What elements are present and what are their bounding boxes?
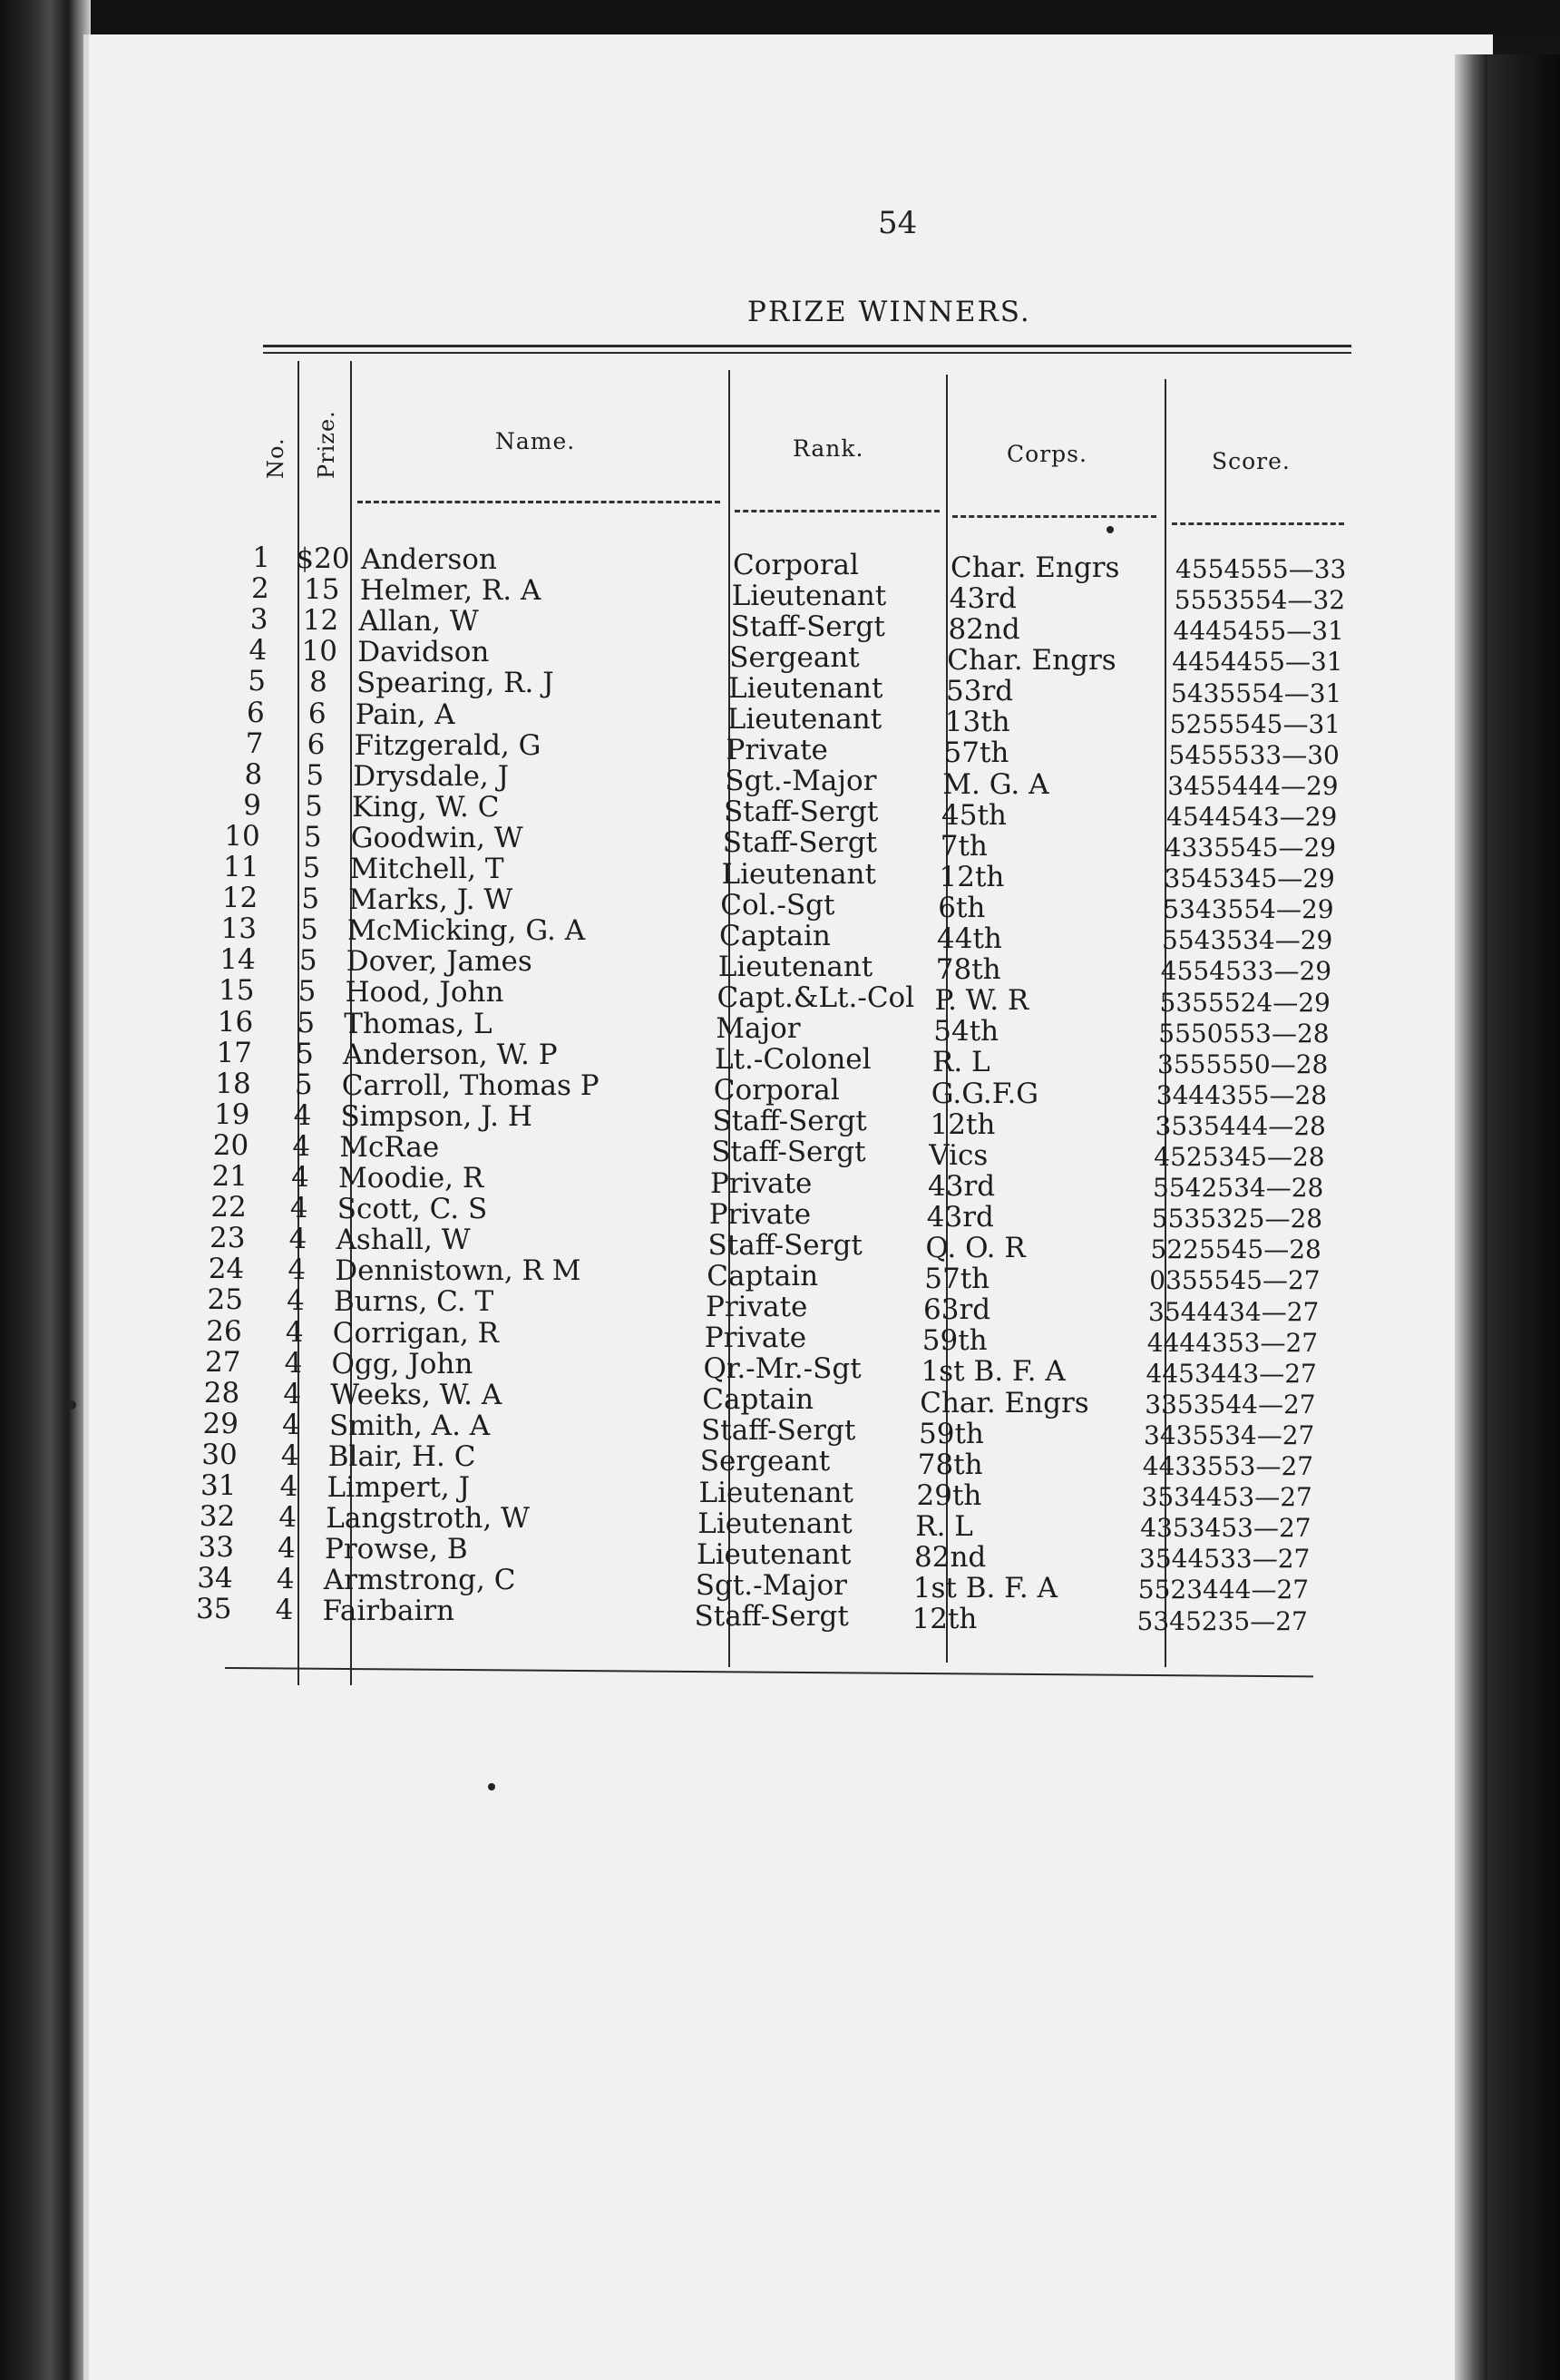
book-right-edge [1487,54,1560,2380]
row-rank: Lieutenant [698,1476,853,1509]
row-corps: P. W. R [934,984,1029,1018]
row-score: 4544543—29 [1166,801,1338,832]
row-name: Spearing, R. J [356,667,554,700]
row-rank: Lieutenant [731,579,887,612]
row-corps: 57th [943,736,1009,770]
row-number: 30 [201,1438,238,1471]
header-rank: Rank. [793,435,864,462]
row-prize: 15 [304,573,340,607]
row-prize: 4 [284,1346,303,1380]
row-name: Moodie, R [338,1162,484,1195]
header-score: Score. [1212,448,1291,474]
row-prize: 5 [298,944,317,978]
row-corps: 53rd [946,675,1014,708]
header-underline [1172,522,1344,525]
row-number: 26 [206,1314,242,1348]
row-prize: 4 [288,1223,307,1256]
row-name: Ashall, W [336,1224,471,1257]
row-number: 33 [198,1531,234,1565]
row-rank: Private [706,1290,808,1323]
row-name: Fairbairn [322,1595,455,1628]
row-prize: 4 [275,1594,294,1627]
row-rank: Sgt.-Major [725,765,877,798]
row-score: 4525345—28 [1154,1142,1325,1173]
row-number: 19 [214,1097,250,1131]
row-rank: Staff-Sergt [724,795,879,829]
row-prize: 4 [278,1501,297,1535]
row-prize: 5 [300,913,318,947]
row-number: 10 [224,819,260,853]
page-right-shadow [1455,54,1487,2380]
row-name: Simpson, J. H [340,1099,532,1133]
row-corps: 59th [921,1324,988,1358]
row-rank: Sergeant [729,640,860,674]
row-prize: 4 [278,1532,296,1566]
row-prize: 4 [285,1315,304,1349]
row-score: 5225545—28 [1150,1234,1321,1265]
row-rank: Corporal [733,548,859,581]
page-number: 54 [878,205,918,241]
row-corps: 29th [916,1478,982,1512]
row-number: 31 [200,1469,237,1503]
row-rank: Staff-Sergt [712,1105,867,1138]
ink-speck [67,1400,76,1409]
row-corps: 7th [940,829,988,863]
row-rank: Captain [719,919,831,952]
row-corps: 12th [939,860,1005,893]
table-top-rule-2 [263,352,1351,354]
row-name: Ogg, John [331,1347,473,1380]
row-score: 3444355—28 [1155,1079,1328,1110]
row-corps: 6th [938,891,986,924]
row-score: 5535325—28 [1151,1204,1323,1234]
row-rank: Sgt.-Major [695,1568,847,1602]
row-rank: Staff-Sergt [722,826,878,860]
row-corps: 12th [930,1107,996,1141]
row-corps: 13th [944,706,1010,739]
row-name: King, W. C [352,790,500,824]
row-rank: Private [726,734,828,767]
row-number: 9 [243,788,261,822]
row-prize: 4 [289,1192,308,1225]
row-number: 16 [217,1005,254,1039]
row-score: 5455533—30 [1168,739,1340,770]
row-score: 4554555—33 [1175,554,1347,585]
row-score: 3555550—28 [1157,1049,1329,1079]
row-corps: 78th [917,1448,983,1481]
row-name: Corrigan, R [332,1316,500,1350]
row-prize: 4 [292,1129,311,1163]
row-rank: Capt.&Lt.-Col [717,980,915,1014]
table-bottom-rule [225,1667,1313,1677]
row-name: Langstroth, W [326,1502,530,1536]
row-rank: Staff-Sergt [701,1414,856,1448]
row-score: 4453443—27 [1146,1358,1317,1389]
row-rank: Qr.-Mr.-Sgt [703,1352,862,1386]
row-name: Prowse, B [325,1533,468,1566]
row-prize: 10 [301,635,337,668]
table-top-rule [263,345,1351,347]
row-prize: 4 [291,1161,309,1195]
row-corps: Vics [929,1138,989,1172]
book-spine-edge [0,0,91,2380]
row-name: Smith, A. A [329,1409,491,1442]
row-rank: Captain [702,1383,814,1417]
row-corps: 54th [933,1015,999,1049]
row-prize: 4 [276,1563,295,1596]
row-number: 1 [252,541,270,575]
row-corps: 44th [937,922,1002,956]
row-score: 4554533—29 [1160,956,1332,987]
row-number: 17 [216,1036,252,1069]
row-rank: Staff-Sergt [694,1599,849,1633]
row-corps: 82nd [948,613,1020,647]
row-prize: 6 [307,727,326,761]
row-corps: G.G.F.G [931,1077,1039,1110]
row-rank: Staff-Sergt [711,1136,866,1169]
row-corps: R. L [932,1046,990,1079]
row-score: 4445455—31 [1173,616,1344,647]
row-number: 29 [202,1407,239,1440]
row-number: 11 [223,851,259,884]
row-number: 35 [196,1593,232,1626]
header-name: Name. [495,428,576,454]
row-score: 5255545—31 [1169,708,1341,739]
row-corps: Char. Engrs [947,644,1116,678]
row-number: 18 [215,1067,251,1100]
row-name: Anderson, W. P [343,1038,558,1071]
row-number: 14 [219,943,256,977]
row-number: 21 [211,1160,248,1194]
row-number: 28 [203,1376,240,1409]
row-corps: R. L [915,1509,973,1543]
row-number: 7 [245,727,264,760]
row-prize: 5 [301,883,320,916]
row-corps: 1st B. F. A [912,1572,1058,1605]
row-prize: 5 [297,1006,316,1039]
row-rank: Private [710,1166,813,1200]
row-name: Blair, H. C [327,1439,476,1473]
row-name: Limpert, J [327,1471,470,1505]
row-name: Scott, C. S [336,1193,488,1226]
row-rank: Staff-Sergt [707,1228,863,1262]
row-prize: 4 [283,1377,302,1410]
ink-speck [1107,526,1114,533]
row-corps: 63rd [923,1293,991,1327]
row-corps: 78th [935,953,1001,987]
row-name: Goodwin, W [350,821,523,854]
row-score: 5345235—27 [1136,1605,1308,1636]
row-rank: Lieutenant [717,950,873,983]
page [83,34,1493,2380]
row-number: 2 [251,572,269,606]
row-corps: Char. Engrs [951,551,1120,584]
row-score: 3435534—27 [1144,1419,1315,1450]
row-score: 5553554—32 [1174,585,1346,616]
row-name: Drysdale, J [353,759,510,793]
row-rank: Lieutenant [726,703,882,736]
row-rank: Staff-Sergt [730,610,885,643]
row-name: Weeks, W. A [330,1378,502,1411]
row-name: Allan, W [358,605,479,639]
row-score: 4433553—27 [1142,1451,1314,1482]
row-number: 8 [244,757,263,791]
row-corps: 43rd [928,1169,996,1203]
row-score: 5435554—31 [1171,678,1342,708]
row-score: 5550553—28 [1158,1018,1330,1049]
row-score: 3535444—28 [1155,1110,1326,1141]
row-number: 13 [220,912,257,946]
row-number: 4 [249,634,268,668]
row-number: 15 [219,974,255,1008]
row-score: 5523444—27 [1137,1575,1310,1605]
row-number: 20 [212,1128,249,1162]
row-name: Mitchell, T [349,853,504,886]
row-score: 0355545—27 [1149,1265,1321,1296]
row-number: 25 [207,1283,243,1317]
row-prize: 4 [280,1439,299,1472]
row-corps: 82nd [914,1541,987,1575]
row-corps: Q. O. R [925,1232,1026,1265]
row-rank: Lt.-Colonel [715,1043,872,1077]
row-prize: 4 [282,1408,300,1441]
scan-top-edge [0,0,1560,38]
row-rank: Private [708,1197,812,1231]
row-corps: 43rd [926,1200,994,1234]
ink-speck [488,1783,495,1790]
row-prize: 8 [309,666,327,699]
row-prize: 4 [288,1253,307,1287]
row-number: 12 [221,882,258,915]
row-score: 5543534—29 [1162,925,1333,956]
row-rank: Lieutenant [721,857,876,891]
row-prize: 5 [294,1068,313,1101]
row-name: Thomas, L [344,1007,492,1040]
row-number: 32 [199,1500,236,1534]
row-score: 5343554—29 [1163,894,1334,925]
header-underline [952,515,1156,518]
row-score: 4444353—27 [1146,1327,1319,1358]
row-prize: 5 [302,852,321,885]
row-score: 3545345—29 [1164,863,1335,894]
row-number: 3 [249,603,268,637]
row-name: Armstrong, C [323,1564,516,1597]
row-name: Burns, C. T [334,1285,494,1319]
row-prize: $20 [296,542,350,576]
row-corps: 59th [919,1417,984,1450]
row-number: 5 [248,665,266,698]
row-prize: 4 [293,1098,312,1132]
row-score: 3353544—27 [1145,1389,1316,1419]
row-score: 3455444—29 [1167,770,1339,801]
row-name: Dover, James [346,945,532,979]
row-score: 3544434—27 [1148,1296,1320,1327]
row-rank: Corporal [713,1074,840,1107]
row-rank: Major [716,1012,801,1046]
row-prize: 5 [306,758,325,792]
row-score: 5355524—29 [1159,987,1331,1018]
header-no: No. [263,437,288,479]
row-number: 22 [210,1191,247,1224]
row-name: Hood, John [345,976,504,1010]
row-corps: 12th [912,1603,978,1636]
row-name: Helmer, R. A [359,574,541,608]
row-number: 34 [197,1562,233,1595]
header-corps: Corps. [1007,441,1087,467]
row-prize: 5 [297,975,317,1009]
row-rank: Sergeant [699,1445,831,1478]
row-prize: 4 [287,1284,305,1318]
row-number: 24 [208,1253,245,1286]
row-name: Dennistown, R M [335,1254,581,1288]
row-name: McRae [339,1130,440,1164]
row-prize: 4 [279,1470,298,1504]
row-name: Pain, A [355,697,455,731]
row-corps: M. G. A [942,767,1049,801]
row-score: 5542534—28 [1153,1173,1324,1204]
row-prize: 6 [307,697,327,730]
row-score: 4335545—29 [1165,833,1337,863]
row-corps: 1st B. F. A [921,1355,1066,1389]
row-score: 3544533—27 [1139,1544,1311,1575]
row-rank: Lieutenant [697,1507,853,1540]
row-number: 27 [205,1345,241,1379]
row-name: Carroll, Thomas P [341,1068,600,1102]
header-underline [735,510,940,512]
row-number: 6 [247,696,265,729]
row-corps: 43rd [949,581,1017,615]
row-score: 4454455—31 [1172,647,1343,678]
row-prize: 12 [302,604,339,638]
row-name: McMicking, G. A [347,914,586,948]
row-name: Fitzgerald, G [354,728,541,762]
row-prize: 5 [296,1037,314,1070]
row-rank: Captain [707,1259,819,1292]
page-title: PRIZE WINNERS. [747,296,1031,328]
header-prize: Prize. [314,410,339,479]
row-corps: Char. Engrs [920,1386,1089,1419]
row-corps: 57th [924,1263,990,1296]
row-prize: 5 [305,789,323,823]
row-name: Marks, J. W [348,883,513,917]
row-score: 4353453—27 [1140,1513,1311,1544]
header-underline [357,501,720,503]
row-prize: 5 [303,820,322,853]
row-rank: Lieutenant [728,671,883,705]
row-score: 3534453—27 [1141,1482,1312,1513]
row-corps: 45th [941,798,1007,832]
row-rank: Private [704,1322,807,1355]
row-number: 23 [210,1222,246,1255]
row-rank: Col.-Sgt [720,888,835,922]
row-rank: Lieutenant [697,1537,852,1571]
row-name: Anderson [361,543,497,577]
row-name: Davidson [357,636,490,669]
